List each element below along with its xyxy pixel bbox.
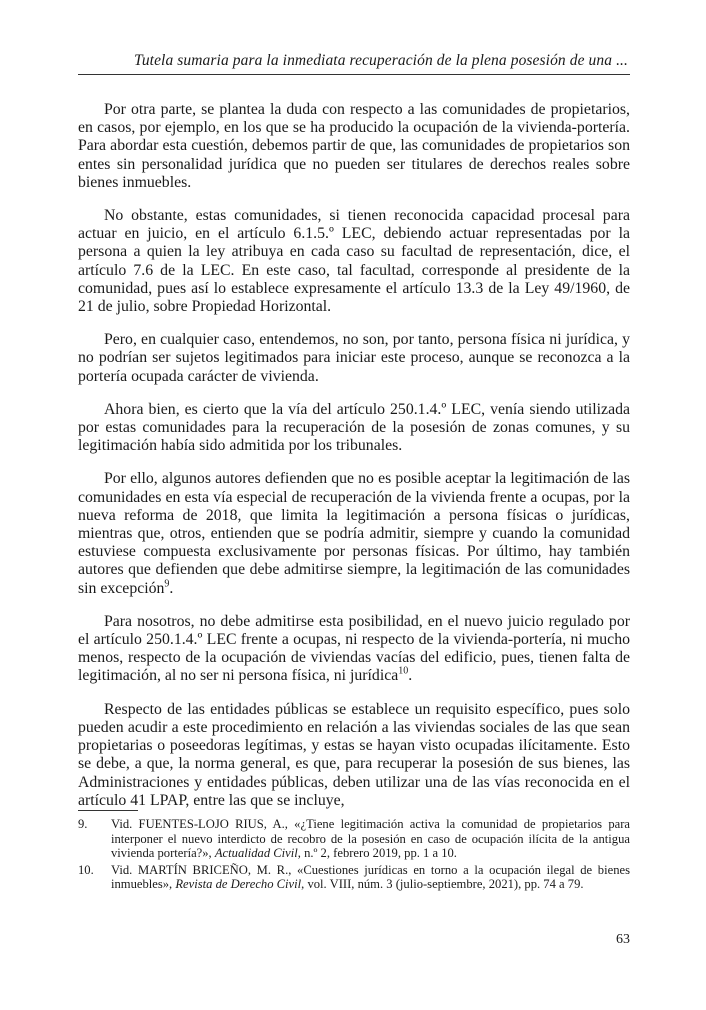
body-text xyxy=(78,101,630,825)
paragraph-3: Pero, en cualquier caso, entendemos, no son, por tanto, persona física ni jurídica, y no podrían ser sujetos legitimados para iniciar este proceso, aunque se reconozca a la portería ocupada carácter de vivienda. xyxy=(78,331,630,385)
paragraph-6-end: . xyxy=(408,667,413,685)
footnote-number: 9. xyxy=(78,817,88,831)
footnote-ref-10[interactable]: 10 xyxy=(398,666,409,678)
footnote-rule xyxy=(78,810,138,811)
footnotes xyxy=(78,817,630,894)
footnote-10 xyxy=(78,863,630,892)
footnote-text xyxy=(111,863,630,892)
footnote-journal: Revista de Derecho Civil xyxy=(175,877,302,892)
footnote-details: , n.º 2, febrero 2019, pp. 1 a 10. xyxy=(297,846,457,861)
paragraph-6-text: Para nosotros, no debe admitirse esta posibilidad, en el nuevo juicio regulado por el artículo 250.1.4.º LEC frente a ocupas, ni respecto de la vivienda-portería, ni mucho menos, respecto de la ocupación de viviendas vacías del edificio, pues, tienen falta de legitimación, al no ser ni persona física, ni jurídica xyxy=(78,612,630,685)
footnote-journal: Actualidad Civil xyxy=(214,846,298,861)
footnote-citation: Vid. FUENTES-LOJO RIUS, A., «¿Tiene legitimación activa la comunidad de propietarios para interponer el nuevo interdicto de recobro de la posesión en caso de ocupación ilícita de la antigua vivienda portería?», xyxy=(111,817,630,861)
paragraph-5-text: Por ello, algunos autores defienden que no es posible aceptar la legitimación de las comunidades en esta vía especial de recuperación de la vivienda frente a ocupas, por la nueva reforma de 2018, que limita la legitimación a persona físicas o jurídicas, mientras que, otros, entienden que se podría admitir, siempre y cuando la comunidad estuviese compuesta exclusivamente por personas físicas. Por último, hay también autores que defienden que debe admitirse siempre, la legitimación de las comunidades sin excepción xyxy=(78,470,630,597)
footnote-ref-9[interactable]: 9 xyxy=(164,578,170,590)
paragraph-6 xyxy=(78,613,630,686)
paragraph-2: No obstante, estas comunidades, si tienen reconocida capacidad procesal para actuar en juicio, en el artículo 6.1.5.º LEC, debiendo actuar representadas por la persona a quien la ley atribuya en cada caso su facultad de representación, dice, el artículo 7.6 de la LEC. En este caso, tal facultad, corresponde al presidente de la comunidad, pues así lo establece expresamente el artículo 13.3 de la Ley 49/1960, de 21 de julio, sobre Propiedad Horizontal. xyxy=(78,207,630,316)
footnote-details: , vol. VIII, núm. 3 (julio-septiembre, 2021), pp. 74 a 79. xyxy=(301,877,584,892)
footnote-9 xyxy=(78,817,630,861)
paragraph-5-end: . xyxy=(169,579,174,597)
footnote-text xyxy=(111,817,630,861)
footnote-number: 10. xyxy=(78,862,94,877)
footnote-citation: Vid. MARTÍN BRICEÑO, M. R., «Cuestiones jurídicas en torno a la ocupación ilegal de bienes inmuebles», xyxy=(111,862,630,892)
page-number: 63 xyxy=(616,932,630,947)
header-rule xyxy=(78,74,630,75)
running-header: Tutela sumaria para la inmediata recuperación de la plena posesión de una ... xyxy=(133,52,628,69)
paragraph-4: Ahora bien, es cierto que la vía del artículo 250.1.4.º LEC, venía siendo utilizada por estas comunidades para la recuperación de la posesión de zonas comunes, y su legitimación había sido admitida por los tribunales. xyxy=(78,400,630,455)
paragraph-7: Respecto de las entidades públicas se establece un requisito específico, pues solo pueden acudir a este procedimiento en relación a las viviendas sociales de las que sean propietarias o poseedoras legítimas, y estas se hayan visto ocupadas ilícitamente. Esto se debe, a que, la norma general, es que, para recuperar la posesión de sus bienes, las Administraciones y entidades públicas, deben utilizar una de las vías reconocida en el artículo 41 LPAP, entre las que se incluye, xyxy=(78,700,630,809)
paragraph-1: Por otra parte, se plantea la duda con respecto a las comunidades de propietarios, en casos, por ejemplo, en los que se ha producido la ocupación de la vivienda-portería. Para abordar esta cuestión, debemos partir de que, las comunidades de propietarios son entes sin personalidad jurídica que no pueden ser titulares de derechos reales sobre bienes inmuebles. xyxy=(78,101,630,191)
paragraph-5 xyxy=(78,470,630,597)
